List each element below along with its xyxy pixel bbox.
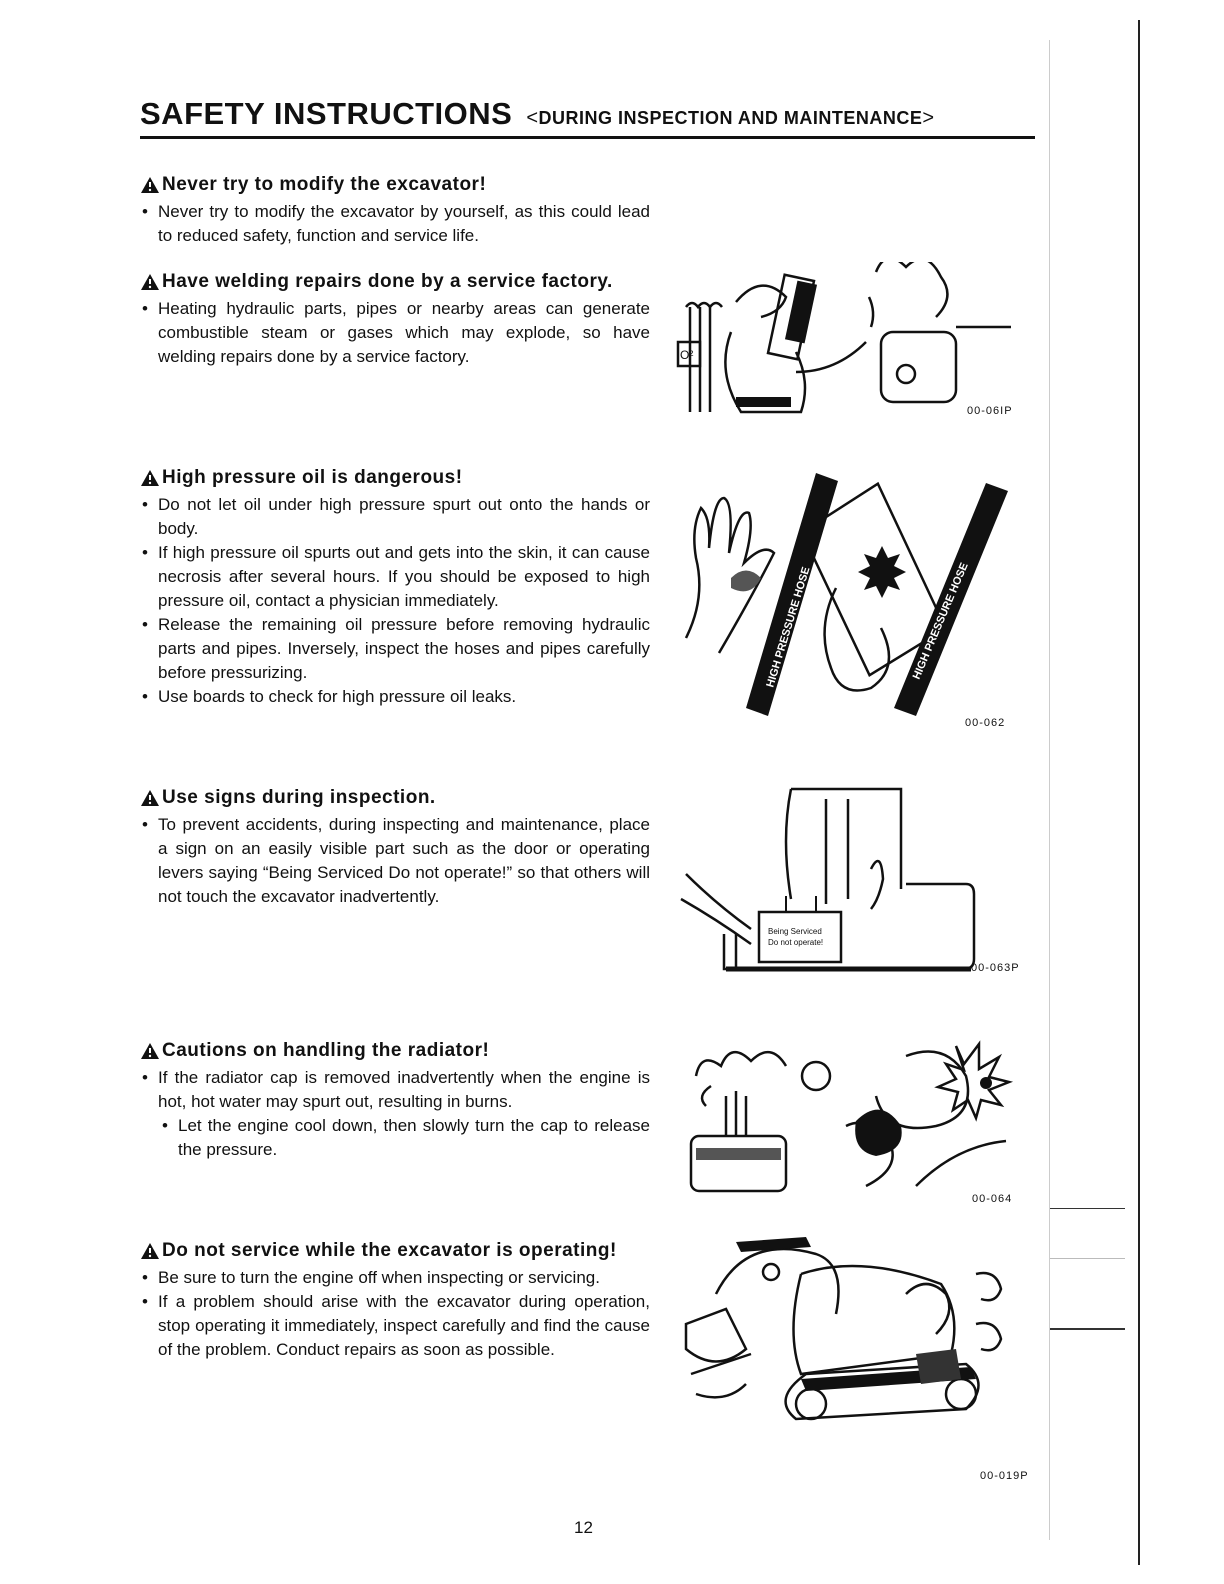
- operating-illustration: [676, 1234, 1031, 1464]
- tab-divider: [1050, 1328, 1125, 1330]
- tab-divider: [1050, 1258, 1125, 1259]
- page-title: SAFETY INSTRUCTIONS: [140, 96, 513, 131]
- high-pressure-hose-icon: [676, 468, 1021, 723]
- bullet-list: [140, 813, 650, 909]
- section-operating: [140, 1240, 650, 1362]
- section-title: Cautions on handling the radiator!: [140, 1040, 650, 1062]
- section-signs: [140, 787, 650, 909]
- margin-rule: [1138, 20, 1140, 1565]
- section-title: Do not service while the excavator is operating!: [140, 1240, 650, 1262]
- welder-icon: [676, 262, 1021, 422]
- tab-divider: [1050, 1208, 1125, 1209]
- bullet-list: [140, 297, 650, 369]
- sign-line-1: Being Serviced: [768, 927, 822, 936]
- warning-icon: [140, 1042, 160, 1060]
- section-modify: [140, 174, 650, 248]
- figure-code: 00-063P: [971, 962, 1020, 974]
- excavator-operating-icon: [676, 1234, 1031, 1464]
- high-pressure-illustration: [676, 468, 1021, 723]
- section-title: Never try to modify the excavator!: [140, 174, 650, 196]
- subtitle-text: DURING INSPECTION AND MAINTENANCE: [538, 108, 923, 128]
- warning-icon: [140, 789, 160, 807]
- list-item: • If the radiator cap is removed inadvertently when the engine is hot, hot water may spurt out, resulting in burns.: [140, 1066, 650, 1114]
- radiator-illustration: [676, 1036, 1026, 1201]
- bullet-list: [140, 200, 650, 248]
- warning-icon: [140, 1242, 160, 1260]
- margin-rule-light: [1049, 40, 1050, 1540]
- list-item: • Use boards to check for high pressure oil leaks.: [140, 685, 650, 709]
- figure-code: 00-019P: [980, 1470, 1029, 1482]
- sign-line-2: Do not operate!: [768, 938, 824, 947]
- page-subtitle: [526, 108, 934, 128]
- bullet-list: [140, 1266, 650, 1362]
- list-item: • To prevent accidents, during inspecting and maintenance, place a sign on an easily visible part such as the door or operating levers saying “Being Serviced Do not operate!” so that others will not touch the excavator inadvertently.: [140, 813, 650, 909]
- page-number: 12: [574, 1518, 593, 1537]
- section-title: High pressure oil is dangerous!: [140, 467, 650, 489]
- figure-code: 00-064: [972, 1193, 1013, 1205]
- subtitle-close-bracket: >: [922, 107, 935, 129]
- list-item: • Release the remaining oil pressure before removing hydraulic parts and pipes. Inversely, inspect the hoses and pipes carefully before pressurizing.: [140, 613, 650, 685]
- section-title: Use signs during inspection.: [140, 787, 650, 809]
- gauge-label: O²: [680, 348, 694, 362]
- subtitle-open-bracket: <: [526, 107, 539, 129]
- section-title: Have welding repairs done by a service factory.: [140, 271, 650, 293]
- list-item: • Be sure to turn the engine off when inspecting or servicing.: [140, 1266, 650, 1290]
- radiator-burn-icon: [676, 1036, 1026, 1201]
- figure-code: 00-062: [965, 717, 1006, 729]
- bullet-list: [140, 1066, 650, 1162]
- section-high-pressure: [140, 467, 650, 709]
- sign-illustration: [676, 784, 986, 979]
- list-item: • Heating hydraulic parts, pipes or nearby areas can generate combustible steam or gases which may explode, so have welding repairs done by a service factory.: [140, 297, 650, 369]
- list-item: • Never try to modify the excavator by yourself, as this could lead to reduced safety, function and service life.: [140, 200, 650, 248]
- warning-icon: [140, 176, 160, 194]
- page-header: [140, 96, 1035, 139]
- hose-label: HIGH PRESSURE HOSE: [764, 565, 813, 689]
- warning-icon: [140, 469, 160, 487]
- list-item: • If a problem should arise with the excavator during operation, stop operating it immediately, inspect carefully and find the cause of the problem. Conduct repairs as soon as possible.: [140, 1290, 650, 1362]
- section-welding: [140, 271, 650, 369]
- service-sign: [759, 912, 841, 962]
- welding-illustration: [676, 262, 1021, 422]
- excavator-cab-icon: [676, 784, 986, 979]
- sub-list-item: • Let the engine cool down, then slowly turn the cap to release the pressure.: [140, 1114, 650, 1162]
- hose-label: HIGH PRESSURE HOSE: [910, 561, 971, 682]
- figure-code: 00-06IP: [967, 405, 1013, 417]
- list-item: • Do not let oil under high pressure spurt out onto the hands or body.: [140, 493, 650, 541]
- bullet-list: [140, 493, 650, 709]
- list-item: • If high pressure oil spurts out and gets into the skin, it can cause necrosis after several hours. If you should be exposed to high pressure oil, contact a physician immediately.: [140, 541, 650, 613]
- section-radiator: [140, 1040, 650, 1162]
- warning-icon: [140, 273, 160, 291]
